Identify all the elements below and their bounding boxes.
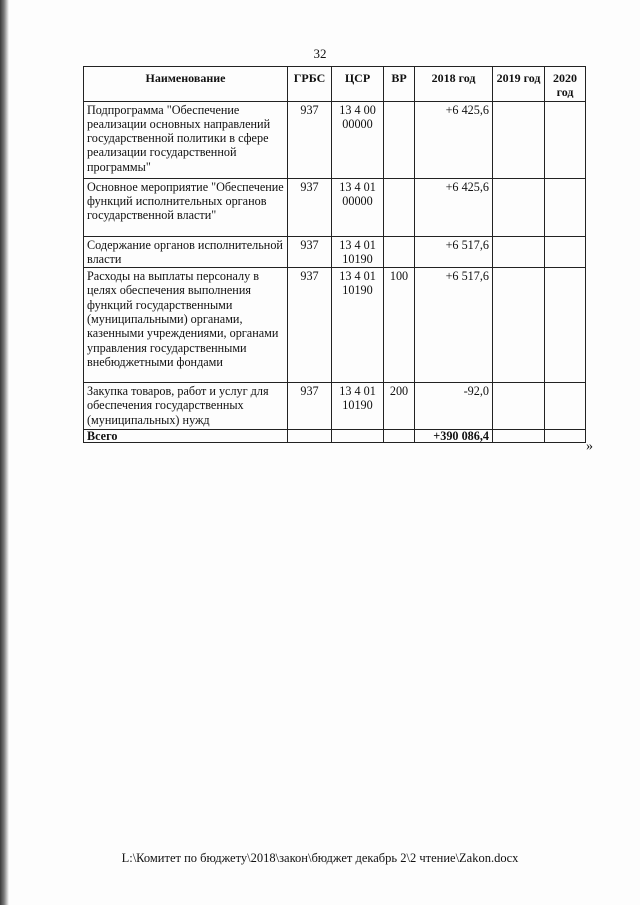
header-2018: 2018 год	[415, 67, 493, 102]
row-2020	[545, 178, 586, 236]
header-name: Наименование	[84, 67, 288, 102]
row-2020	[545, 101, 586, 178]
row-2019	[493, 101, 545, 178]
row-2019	[493, 178, 545, 236]
row-grbs: 937	[288, 383, 332, 430]
row-2018: +6 425,6	[415, 178, 493, 236]
row-vr	[384, 178, 415, 236]
row-csr: 13 4 01 10190	[332, 383, 384, 430]
row-2020	[545, 236, 586, 268]
row-2018: +6 517,6	[415, 236, 493, 268]
row-vr: 100	[384, 268, 415, 383]
row-vr	[384, 101, 415, 178]
table-row	[84, 268, 586, 383]
total-2019	[493, 430, 545, 443]
total-2020	[545, 430, 586, 443]
table-header	[84, 67, 586, 102]
table-row	[84, 178, 586, 236]
total-csr	[332, 430, 384, 443]
row-grbs: 937	[288, 268, 332, 383]
scan-page-edge	[0, 0, 9, 905]
row-name: Расходы на выплаты персоналу в целях обеспечения выполнения функций государственными (муниципальными) органами, казенными учреждениями, органами управления государственными внебюджетными фондами	[84, 268, 288, 383]
header-grbs: ГРБС	[288, 67, 332, 102]
page-number: 32	[313, 46, 327, 61]
table-row	[84, 236, 586, 268]
table-row	[84, 383, 586, 430]
row-grbs: 937	[288, 178, 332, 236]
row-grbs: 937	[288, 101, 332, 178]
header-2020: 2020 год	[545, 67, 586, 102]
total-vr	[384, 430, 415, 443]
row-name: Закупка товаров, работ и услуг для обеспечения государственных (муниципальных) нужд	[84, 383, 288, 430]
row-name: Подпрограмма "Обеспечение реализации основных направлений государственной политики в сфере реализации государственной программы"	[84, 101, 288, 178]
row-2020	[545, 268, 586, 383]
footer-file-path: L:\Комитет по бюджету\2018\закон\бюджет декабрь 2\2 чтение\Zakon.docx	[121, 851, 519, 865]
closing-quote: »	[586, 439, 593, 454]
total-label: Всего	[84, 430, 288, 443]
row-csr: 13 4 01 10190	[332, 268, 384, 383]
row-csr: 13 4 01 10190	[332, 236, 384, 268]
row-name: Основное мероприятие "Обеспечение функций исполнительных органов государственной власти"	[84, 178, 288, 236]
row-name: Содержание органов исполнительной власти	[84, 236, 288, 268]
row-csr: 13 4 00 00000	[332, 101, 384, 178]
row-2020	[545, 383, 586, 430]
row-csr: 13 4 01 00000	[332, 178, 384, 236]
total-2018: +390 086,4	[415, 430, 493, 443]
total-row	[84, 430, 586, 443]
row-2018: -92,0	[415, 383, 493, 430]
row-vr: 200	[384, 383, 415, 430]
budget-table	[83, 66, 586, 443]
header-csr: ЦСР	[332, 67, 384, 102]
header-2019: 2019 год	[493, 67, 545, 102]
table-body	[84, 101, 586, 443]
header-row	[84, 67, 586, 102]
row-grbs: 937	[288, 236, 332, 268]
row-2018: +6 517,6	[415, 268, 493, 383]
total-grbs	[288, 430, 332, 443]
header-vr: ВР	[384, 67, 415, 102]
row-2019	[493, 383, 545, 430]
row-2019	[493, 268, 545, 383]
row-2018: +6 425,6	[415, 101, 493, 178]
table-row	[84, 101, 586, 178]
row-2019	[493, 236, 545, 268]
row-vr	[384, 236, 415, 268]
